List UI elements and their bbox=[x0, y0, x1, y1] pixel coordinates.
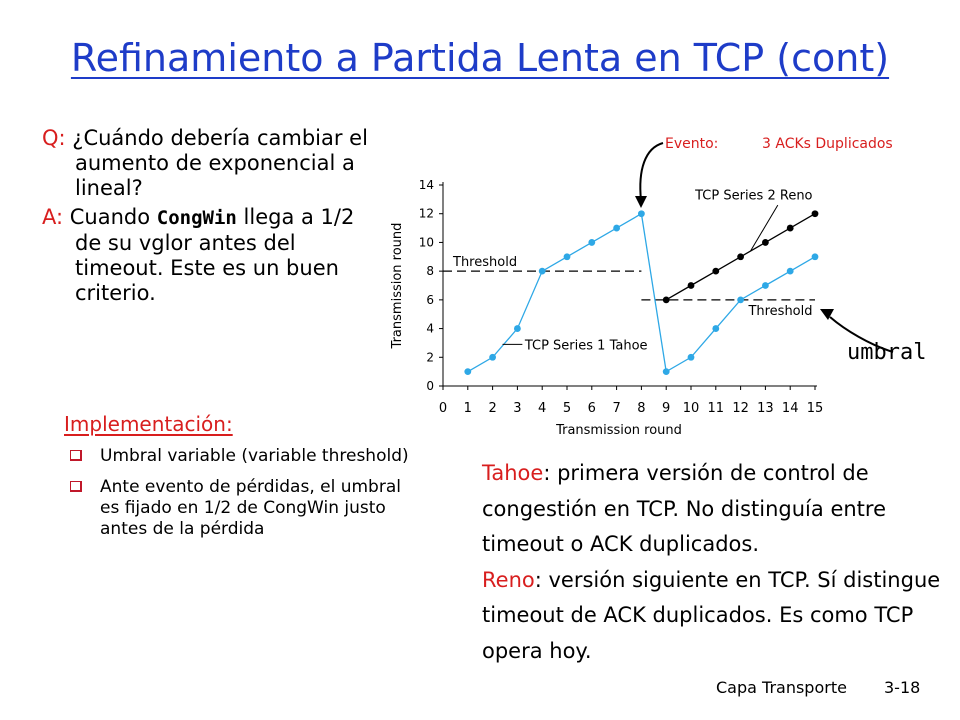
data-point bbox=[688, 282, 695, 289]
event-text: 3 ACKs Duplicados bbox=[762, 136, 893, 152]
x-tick-label: 3 bbox=[513, 401, 522, 416]
data-point bbox=[762, 239, 769, 246]
data-point bbox=[787, 268, 794, 275]
x-tick-label: 13 bbox=[757, 401, 774, 416]
list-item-text: Umbral variable (variable threshold) bbox=[100, 446, 409, 466]
data-point bbox=[712, 268, 719, 275]
x-tick-label: 10 bbox=[682, 401, 700, 416]
data-point bbox=[588, 239, 595, 246]
answer-label: A: bbox=[42, 205, 64, 229]
footer-text: Capa Transporte bbox=[716, 678, 847, 697]
y-tick-label: 12 bbox=[418, 206, 434, 221]
data-point bbox=[613, 225, 620, 232]
data-point bbox=[539, 268, 546, 275]
y-tick-label: 10 bbox=[418, 235, 434, 250]
implementation-title: Implementación: bbox=[64, 412, 233, 436]
question-text: ¿Cuándo debería cambiar el aumento de exponencial a lineal? bbox=[72, 126, 368, 200]
y-tick-label: 6 bbox=[426, 292, 434, 307]
x-tick-label: 11 bbox=[707, 401, 725, 416]
x-tick-label: 15 bbox=[806, 401, 824, 416]
data-point bbox=[712, 325, 719, 332]
question-label: Q: bbox=[42, 126, 66, 150]
tahoe-label: Tahoe bbox=[482, 461, 544, 485]
event-arrowhead-icon bbox=[635, 196, 647, 208]
umbral-arrow bbox=[830, 317, 893, 352]
reno-text: : versión siguiente en TCP. Sí distingue timeout de ACK duplicados. Es como TCP opera hoy. bbox=[482, 567, 941, 663]
data-point bbox=[514, 325, 521, 332]
x-tick-label: 8 bbox=[637, 401, 646, 416]
data-point bbox=[737, 296, 744, 303]
x-axis-label: Transmission round bbox=[556, 423, 682, 438]
y-tick-label: 2 bbox=[426, 350, 434, 365]
x-tick-label: 7 bbox=[612, 401, 621, 416]
data-point bbox=[638, 210, 645, 217]
y-axis-label: Transmission round bbox=[390, 222, 405, 349]
data-point bbox=[663, 368, 670, 375]
x-tick-label: 12 bbox=[732, 401, 749, 416]
threshold-label: Threshold bbox=[453, 255, 518, 271]
page-number: 3-18 bbox=[884, 678, 921, 697]
x-tick-label: 5 bbox=[562, 401, 572, 416]
x-tick-label: 1 bbox=[463, 401, 472, 416]
data-point bbox=[663, 296, 670, 303]
answer-text-after: llega a 1/2 de su vglor antes del timeout. Este es un buen criterio. bbox=[75, 205, 355, 305]
slide-title: Refinamiento a Partida Lenta en TCP (cont) bbox=[70, 36, 890, 80]
answer-text-before: Cuando bbox=[69, 205, 157, 229]
x-tick-label: 0 bbox=[438, 401, 448, 416]
data-point bbox=[489, 354, 496, 361]
x-tick-label: 9 bbox=[662, 401, 671, 416]
series-1-label: TCP Series 1 Tahoe bbox=[524, 338, 648, 354]
event-label: Evento: bbox=[665, 136, 719, 152]
data-point bbox=[564, 253, 571, 260]
y-tick-label: 8 bbox=[426, 264, 434, 279]
reno-label: Reno bbox=[482, 567, 535, 592]
data-point bbox=[737, 253, 744, 260]
x-tick-label: 6 bbox=[587, 401, 596, 416]
umbral-annotation: umbral bbox=[847, 340, 927, 365]
congwin-code: CongWin bbox=[156, 207, 237, 229]
list-item-text: Ante evento de pérdidas, el umbral es fijado en 1/2 de CongWin justo antes de la pérdida bbox=[100, 477, 401, 539]
x-tick-label: 4 bbox=[538, 401, 547, 416]
data-point bbox=[688, 354, 695, 361]
data-point bbox=[812, 210, 819, 217]
data-point bbox=[812, 253, 819, 260]
event-arrow bbox=[640, 143, 663, 200]
series-2-label: TCP Series 2 Reno bbox=[695, 188, 813, 204]
x-tick-label: 14 bbox=[781, 401, 799, 416]
y-tick-label: 14 bbox=[418, 178, 434, 192]
data-point bbox=[464, 368, 471, 375]
data-point bbox=[787, 225, 794, 232]
y-tick-label: 0 bbox=[426, 379, 434, 393]
threshold-label: Threshold bbox=[748, 303, 813, 319]
tahoe-text: : primera versión de control de congestión en TCP. No distinguía entre timeout o ACK duplicados. bbox=[482, 461, 886, 556]
y-tick-label: 4 bbox=[426, 321, 434, 336]
data-point bbox=[762, 282, 769, 289]
x-tick-label: 2 bbox=[488, 401, 497, 416]
